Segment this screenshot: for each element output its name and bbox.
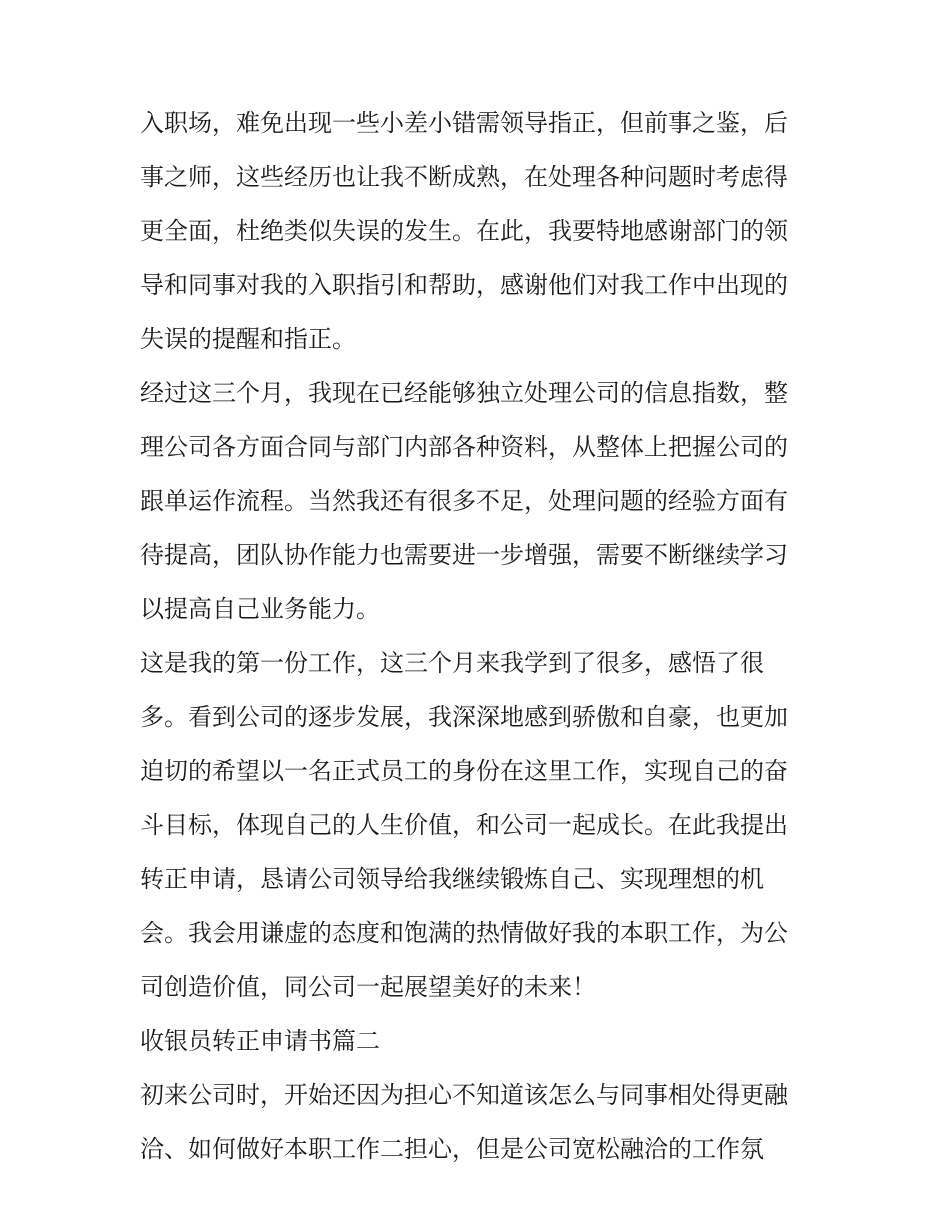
text-line: 初来公司时，开始还因为担心不知道该怎么与同事相处得更融: [140, 1081, 788, 1109]
text-line: 经过这三个月，我现在已经能够独立处理公司的信息指数，整: [140, 379, 788, 407]
text-line: 入职场，难免出现一些小差小错需领导指正，但前事之鉴，后: [140, 109, 788, 137]
text-line: 司创造价值，同公司一起展望美好的未来！: [140, 973, 596, 1001]
text-line: 以提高自己业务能力。: [140, 595, 380, 623]
text-line: 失误的提醒和指正。: [140, 325, 356, 353]
text-line: 洽、如何做好本职工作二担心，但是公司宽松融洽的工作氛: [140, 1135, 764, 1163]
text-line: 事之师，这些经历也让我不断成熟，在处理各种问题时考虑得: [140, 163, 788, 191]
text-line: 跟单运作流程。当然我还有很多不足，处理问题的经验方面有: [140, 487, 788, 515]
document-body: [140, 96, 812, 1176]
text-line: 转正申请，恳请公司领导给我继续锻炼自己、实现理想的机: [140, 865, 764, 893]
text-line: 多。看到公司的逐步发展，我深深地感到骄傲和自豪，也更加: [140, 703, 788, 731]
text-line: 斗目标，体现自己的人生价值，和公司一起成长。在此我提出: [140, 811, 788, 839]
text-line: 待提高，团队协作能力也需要进一步增强，需要不断继续学习: [140, 541, 788, 569]
section-heading: 收银员转正申请书篇二: [140, 1027, 380, 1055]
text-line: 理公司各方面合同与部门内部各种资料，从整体上把握公司的: [140, 433, 788, 461]
text-line: 会。我会用谦虚的态度和饱满的热情做好我的本职工作，为公: [140, 919, 788, 947]
text-line: 导和同事对我的入职指引和帮助，感谢他们对我工作中出现的: [140, 271, 788, 299]
text-line: 更全面，杜绝类似失误的发生。在此，我要特地感谢部门的领: [140, 217, 788, 245]
text-line: 这是我的第一份工作，这三个月来我学到了很多，感悟了很: [140, 649, 764, 677]
text-line: 迫切的希望以一名正式员工的身份在这里工作，实现自己的奋: [140, 757, 788, 785]
